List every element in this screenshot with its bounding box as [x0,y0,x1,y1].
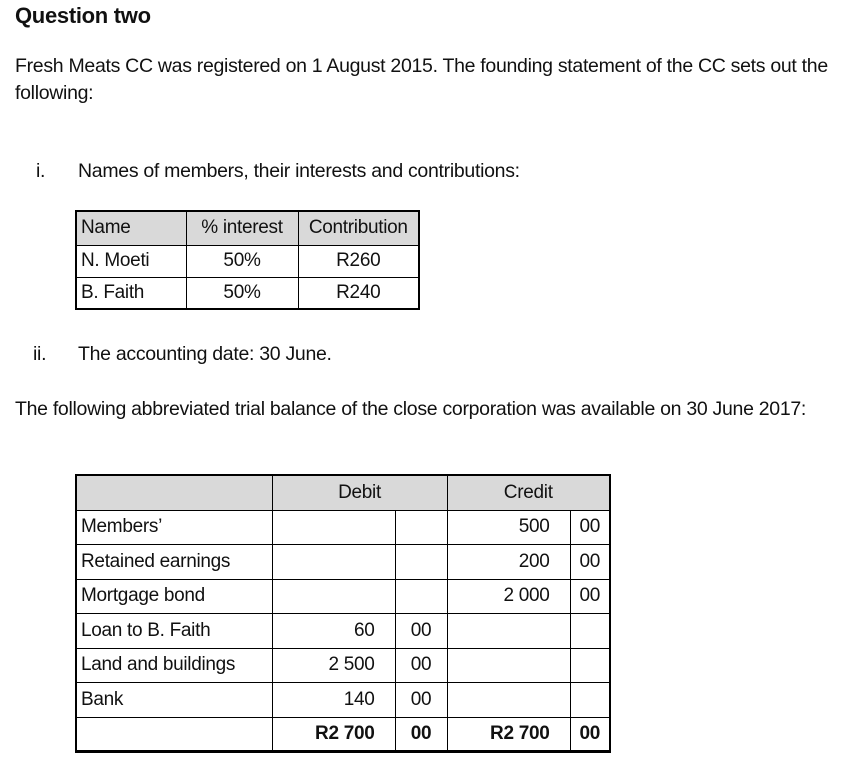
tb-debit-cents [395,579,447,614]
members-table [75,210,420,310]
tb-debit-amount: 2 500 [272,648,395,683]
table-row [76,510,610,545]
tb-total-debit: R2 700 [272,717,395,752]
member-name: N. Moeti [76,245,186,277]
tb-account-label: Land and buildings [76,648,272,683]
trial-balance-header-row [76,475,610,510]
tb-debit-cents [395,510,447,545]
tb-total-credit: R2 700 [447,717,570,752]
tb-account-label: Bank [76,683,272,718]
tb-total-credit-cents: 00 [570,717,610,752]
members-table-header-row [76,211,419,245]
member-name: B. Faith [76,277,186,309]
tb-debit-cents: 00 [395,683,447,718]
tb-header-blank [76,475,272,510]
tb-debit-amount [272,579,395,614]
tb-account-label: Loan to B. Faith [76,614,272,649]
table-row [76,245,419,277]
tb-debit-amount: 140 [272,683,395,718]
tb-credit-amount: 500 [447,510,570,545]
tb-total-debit-cents: 00 [395,717,447,752]
trial-balance-intro: The following abbreviated trial balance of the close corporation was available on 30 June 2017: [15,398,807,420]
table-row [76,683,610,718]
tb-total-row [76,717,610,752]
list-number-ii: ii. [33,343,47,365]
question-title: Question two [15,3,151,28]
tb-credit-amount [447,614,570,649]
table-row [76,614,610,649]
members-header-interest: % interest [186,211,298,245]
tb-debit-cents: 00 [395,648,447,683]
list-number-i: i. [36,160,46,182]
table-row [76,545,610,580]
tb-credit-amount: 200 [447,545,570,580]
members-header-name: Name [76,211,186,245]
intro-paragraph: Fresh Meats CC was registered on 1 August 2015. The founding statement of the CC sets out the following: [15,55,828,104]
tb-total-label [76,717,272,752]
member-interest: 50% [186,277,298,309]
table-row [76,277,419,309]
table-row [76,648,610,683]
tb-header-credit: Credit [447,475,610,510]
tb-credit-cents: 00 [570,510,610,545]
tb-account-label: Members’ [76,510,272,545]
list-item-accounting-date: The accounting date: 30 June. [78,343,332,365]
tb-credit-amount [447,683,570,718]
trial-balance-table [75,474,611,753]
members-header-contribution: Contribution [298,211,419,245]
tb-debit-cents: 00 [395,614,447,649]
tb-credit-cents [570,614,610,649]
tb-debit-amount [272,510,395,545]
tb-credit-cents [570,648,610,683]
member-contribution: R240 [298,277,419,309]
member-contribution: R260 [298,245,419,277]
tb-credit-amount [447,648,570,683]
tb-credit-cents: 00 [570,579,610,614]
tb-credit-cents: 00 [570,545,610,580]
table-row [76,579,610,614]
tb-credit-amount: 2 000 [447,579,570,614]
tb-account-label: Retained earnings [76,545,272,580]
tb-debit-amount [272,545,395,580]
tb-header-debit: Debit [272,475,447,510]
member-interest: 50% [186,245,298,277]
list-item-members: Names of members, their interests and contributions: [78,160,520,182]
tb-account-label: Mortgage bond [76,579,272,614]
tb-debit-amount: 60 [272,614,395,649]
tb-credit-cents [570,683,610,718]
tb-debit-cents [395,545,447,580]
